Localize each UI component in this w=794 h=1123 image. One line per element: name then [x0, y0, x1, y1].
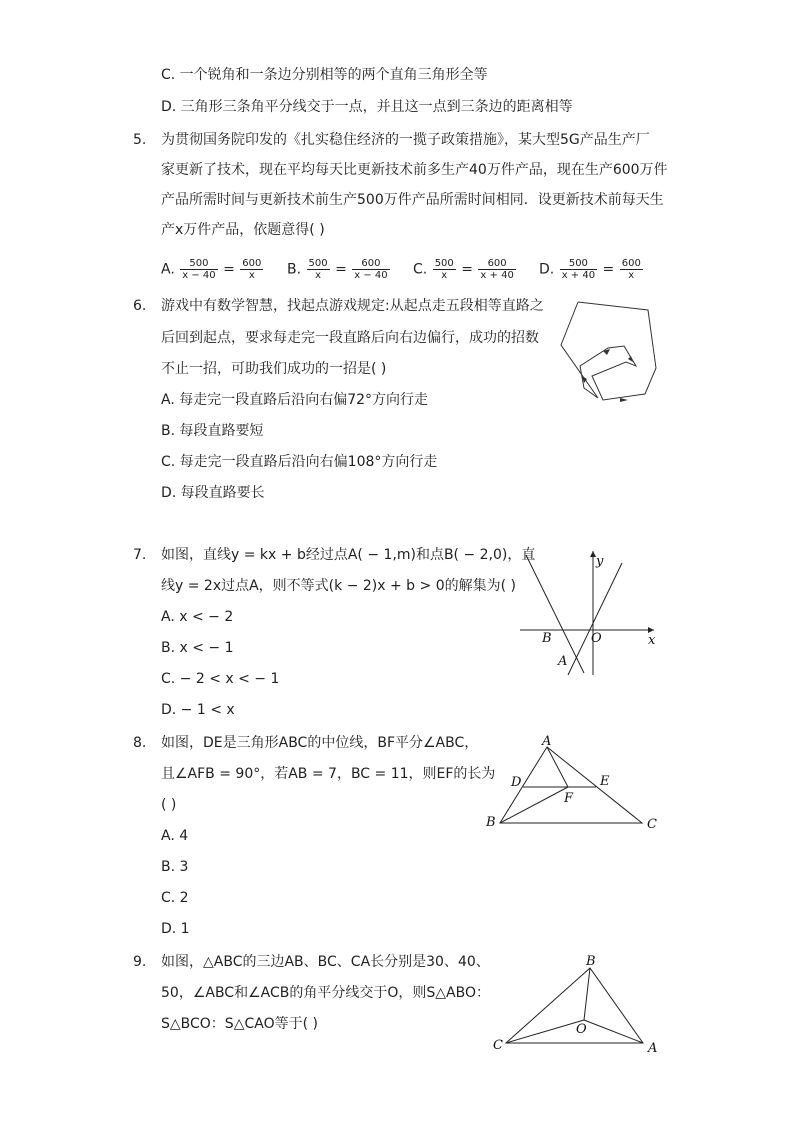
q9-line-3: S△BCO：S△CAO等于( ): [161, 1016, 318, 1032]
q5-option-a: A. $\frac{500}{x - 40}$ = $\frac{600}{x}$: [161, 258, 262, 281]
q6-option-b: B. 每段直路要短: [161, 423, 264, 439]
q6-walking-path-figure: [548, 290, 666, 410]
q5-option-d: D. $\frac{500}{x + 40}$ = $\frac{600}{x}$: [539, 258, 641, 281]
q8-line-2: 且∠AFB = 90°，若AB = 7，BC = 11，则EF的长为: [161, 766, 496, 782]
label-y: y: [596, 554, 604, 569]
q8-number: 8.: [133, 735, 147, 751]
segment-ao: [584, 1020, 643, 1043]
segment-bo: [584, 968, 590, 1020]
q6-line-1: 游戏中有数学智慧，找起点游戏规定:从起点走五段相等直路之: [161, 298, 544, 314]
q7-line-1: 如图，直线y = kx + b经过点A( − 1,m)和点B( − 2,0)，直: [161, 547, 536, 563]
label-d: D: [511, 775, 522, 790]
q8-line-1: 如图，DE是三角形ABC的中位线，BF平分∠ABC，: [161, 735, 479, 751]
q6-option-c: C. 每走完一段直路后沿向右偏108°方向行走: [161, 454, 438, 470]
segment-af: [547, 747, 568, 787]
triangle-abc: [506, 968, 643, 1043]
q6-option-a: A. 每走完一段直路后沿向右偏72°方向行走: [161, 392, 429, 408]
q8-option-a: A. 4: [161, 828, 189, 844]
q6-line-2: 后回到起点，要求每走完一段直路后向右边偏行，成功的招数: [161, 330, 539, 346]
q5-option-b: B. $\frac{500}{x}$ = $\frac{600}{x - 40}$: [287, 258, 388, 281]
q5-line-4: 产x万件产品，依题意得( ): [161, 222, 325, 238]
q8-triangle-figure: [478, 732, 668, 834]
label-a: A: [542, 734, 552, 749]
q5-line-1: 为贯彻国务院印发的《扎实稳住经济的一揽子政策措施》，某大型5G产品生产厂: [161, 132, 650, 148]
q9-line-1: 如图，△ABC的三边AB、BC、CA长分别是30、40、: [161, 954, 490, 970]
q4-option-d: D. 三角形三条角平分线交于一点，并且这一点到三条边的距离相等: [161, 99, 573, 115]
label-c: C: [647, 817, 657, 832]
label-b: B: [586, 954, 596, 969]
label-o: O: [591, 631, 602, 646]
line-2x: [568, 563, 622, 675]
segment-bf: [500, 787, 568, 823]
q7-option-b: B. x < − 1: [161, 640, 234, 656]
q7-option-a: A. x < − 2: [161, 609, 234, 625]
label-b: B: [486, 815, 496, 830]
q8-option-d: D. 1: [161, 921, 190, 937]
label-b: B: [542, 631, 552, 646]
q6-line-3: 不止一招，可助我们成功的一招是( ): [161, 361, 387, 377]
q9-triangle-figure: [488, 950, 668, 1060]
label-x: x: [648, 633, 656, 648]
label-a: A: [558, 654, 568, 669]
q6-option-d: D. 每段直路要长: [161, 485, 265, 501]
label-f: F: [564, 791, 574, 806]
q7-number: 7.: [133, 547, 147, 563]
q5-number: 5.: [133, 132, 147, 148]
q7-option-c: C. − 2 < x < − 1: [161, 671, 280, 687]
q5-line-2: 家更新了技术，现在平均每天比更新技术前多生产40万件产品，现在生产600万件: [161, 162, 668, 178]
q8-option-c: C. 2: [161, 890, 189, 906]
label-c: C: [493, 1038, 503, 1053]
line-kx-plus-b: [526, 555, 584, 673]
label-a: A: [648, 1041, 658, 1056]
q6-number: 6.: [133, 298, 147, 314]
q9-number: 9.: [133, 954, 147, 970]
label-o: O: [576, 1022, 587, 1037]
q9-line-2: 50，∠ABC和∠ACB的角平分线交于O，则S△ABO：: [161, 985, 490, 1001]
q4-option-c: C. 一个锐角和一条边分别相等的两个直角三角形全等: [161, 67, 488, 83]
q8-line-3: ( ): [161, 797, 177, 813]
q7-option-d: D. − 1 < x: [161, 702, 235, 718]
q7-line-2: 线y = 2x过点A，则不等式(k − 2)x + b > 0的解集为( ): [161, 578, 516, 594]
label-e: E: [600, 774, 610, 789]
path-arrow: [620, 398, 628, 402]
q5-line-3: 产品所需时间与更新技术前生产500万件产品所需时间相同．设更新技术前每天生: [161, 192, 664, 208]
path-arrow: [603, 349, 610, 355]
q5-option-c: C. $\frac{500}{x}$ = $\frac{600}{x + 40}$: [413, 258, 514, 281]
q7-coordinate-figure: [512, 545, 662, 680]
q8-option-b: B. 3: [161, 859, 189, 875]
segment-co: [506, 1020, 584, 1043]
